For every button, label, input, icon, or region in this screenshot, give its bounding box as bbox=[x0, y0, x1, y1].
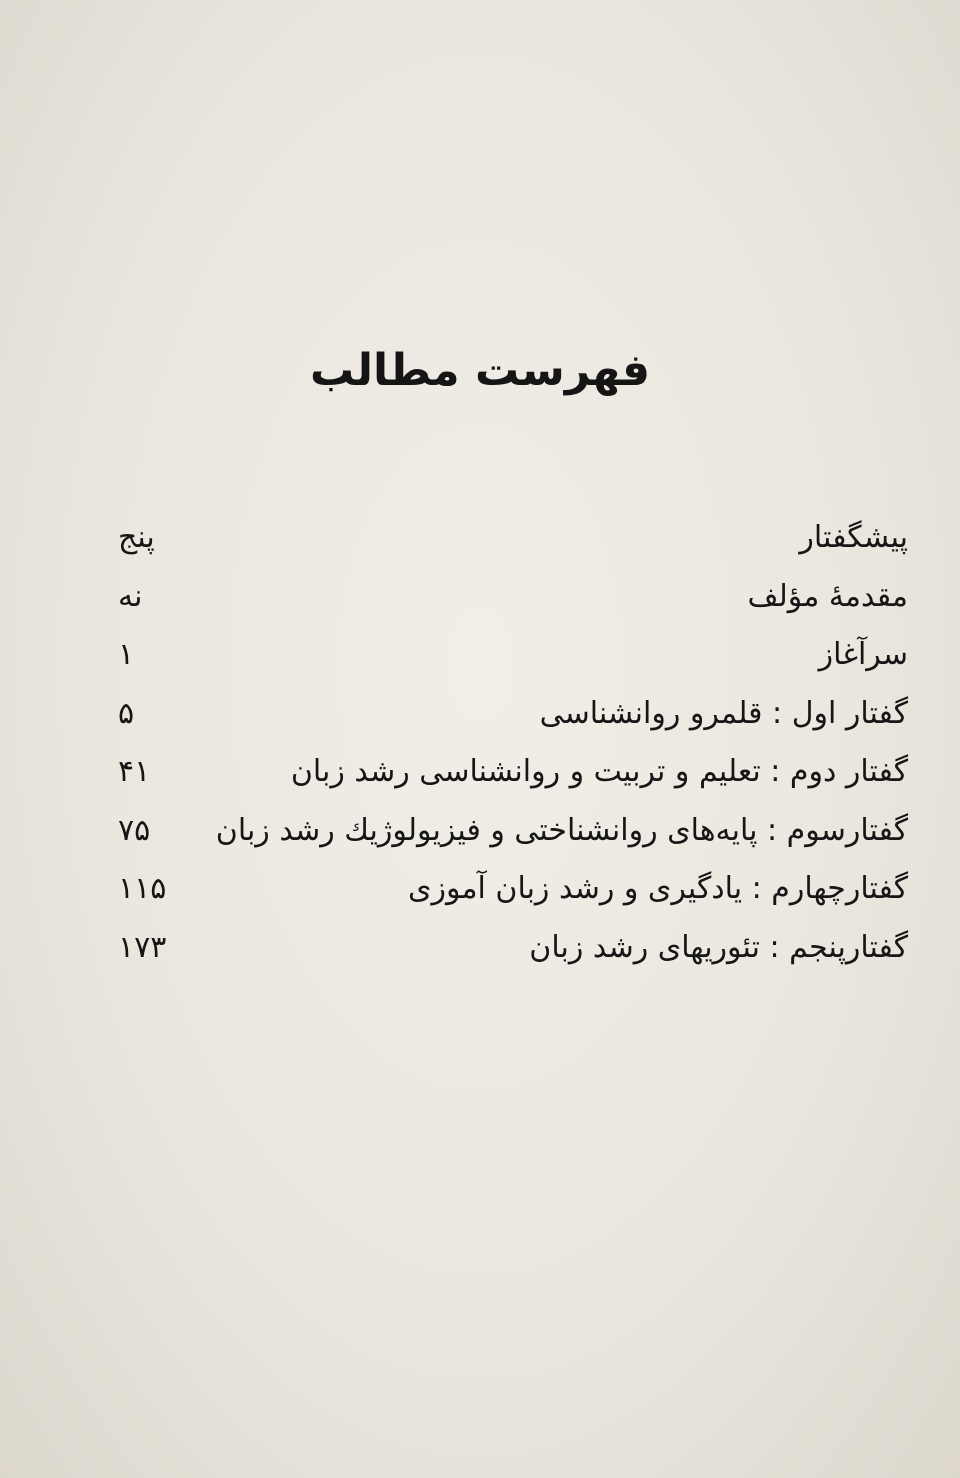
toc-entry-chapter-3 bbox=[118, 813, 908, 872]
toc-entry-beginning bbox=[118, 637, 908, 696]
toc-entry-page-number: ۵ bbox=[118, 695, 135, 731]
toc-entry-label: گفتار اول : قلمرو روانشناسی bbox=[539, 695, 908, 731]
table-of-contents bbox=[118, 520, 908, 988]
page-title: فهرست مطالب bbox=[309, 345, 651, 396]
toc-entry-chapter-5 bbox=[118, 930, 908, 989]
toc-entry-page-number: نه bbox=[118, 578, 143, 614]
toc-entry-page-number: ۷۵ bbox=[118, 812, 151, 848]
toc-entry-preface bbox=[118, 520, 908, 579]
toc-entry-chapter-2 bbox=[118, 754, 908, 813]
toc-entry-page-number: ۱ bbox=[118, 637, 135, 672]
toc-entry-page-number: ۴۱ bbox=[118, 754, 151, 789]
toc-entry-label: پیشگفتار bbox=[799, 520, 908, 555]
toc-entry-label: گفتارسوم : پایه‌های روانشناختی و فیزیولوژیك رشد زبان bbox=[215, 812, 908, 848]
toc-entry-label: گفتارچهارم : یادگیری و رشد زبان آموزی bbox=[408, 871, 908, 906]
toc-entry-label: مقدمهٔ مؤلف bbox=[747, 578, 908, 614]
toc-entry-label: گفتارپنجم : تئوریهای رشد زبان bbox=[529, 929, 908, 965]
toc-entry-author-introduction bbox=[118, 579, 908, 638]
toc-entry-chapter-1 bbox=[118, 696, 908, 755]
toc-entry-chapter-4 bbox=[118, 871, 908, 930]
toc-entry-label: سرآغاز bbox=[818, 637, 908, 672]
toc-entry-page-number: ۱۱۵ bbox=[118, 871, 167, 906]
toc-entry-page-number: پنج bbox=[118, 520, 155, 555]
toc-entry-page-number: ۱۷۳ bbox=[118, 929, 167, 965]
toc-entry-label: گفتار دوم : تعلیم و تربیت و روانشناسی رشد زبان bbox=[290, 754, 908, 789]
